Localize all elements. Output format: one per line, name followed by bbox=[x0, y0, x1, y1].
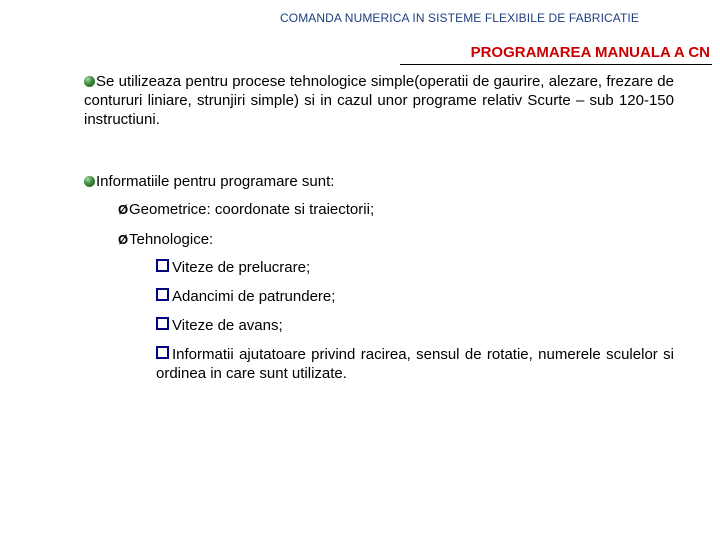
tech-item-label: Informatii ajutatoare privind racirea, sensul de rotatie, numerele sculelor si ordinea in care sunt utilizate. bbox=[156, 346, 674, 382]
section-title: PROGRAMAREA MANUALA A CN bbox=[470, 44, 710, 61]
tech-item-label: Viteze de prelucrare; bbox=[172, 259, 311, 276]
tech-item-label: Viteze de avans; bbox=[172, 317, 283, 334]
square-bullet-icon bbox=[156, 259, 169, 272]
green-ball-bullet-icon bbox=[84, 76, 95, 87]
course-title: COMANDA NUMERICA IN SISTEME FLEXIBILE DE FABRICATIE bbox=[280, 11, 639, 25]
bullet-item-info bbox=[84, 172, 674, 191]
bullet-text: Se utilizeaza pentru procese tehnologice simple(operatii de gaurire, alezare, frezare de contururi liniare, strunjiri simple) si in cazul unor programe relativ Scurte – sub 120-150 instructiuni. bbox=[84, 73, 674, 128]
tech-item-speed bbox=[156, 258, 310, 277]
bullet-item-usage bbox=[84, 72, 674, 129]
sub-item-label: Geometrice: coordonate si traiectorii; bbox=[129, 201, 375, 218]
green-ball-bullet-icon bbox=[84, 176, 95, 187]
arrow-bullet-icon: Ø bbox=[118, 232, 129, 247]
title-underline bbox=[400, 64, 712, 65]
square-bullet-icon bbox=[156, 317, 169, 330]
tech-item-depth bbox=[156, 287, 335, 306]
sub-item-technological bbox=[118, 230, 213, 249]
square-bullet-icon bbox=[156, 346, 169, 359]
square-bullet-icon bbox=[156, 288, 169, 301]
tech-item-feed bbox=[156, 316, 283, 335]
bullet-text: Informatiile pentru programare sunt: bbox=[96, 173, 335, 190]
arrow-bullet-icon: Ø bbox=[118, 202, 129, 217]
tech-item-label: Adancimi de patrundere; bbox=[172, 288, 336, 305]
sub-item-label: Tehnologice: bbox=[129, 231, 214, 248]
sub-item-geometric bbox=[118, 200, 374, 219]
tech-item-auxiliary bbox=[156, 345, 674, 383]
